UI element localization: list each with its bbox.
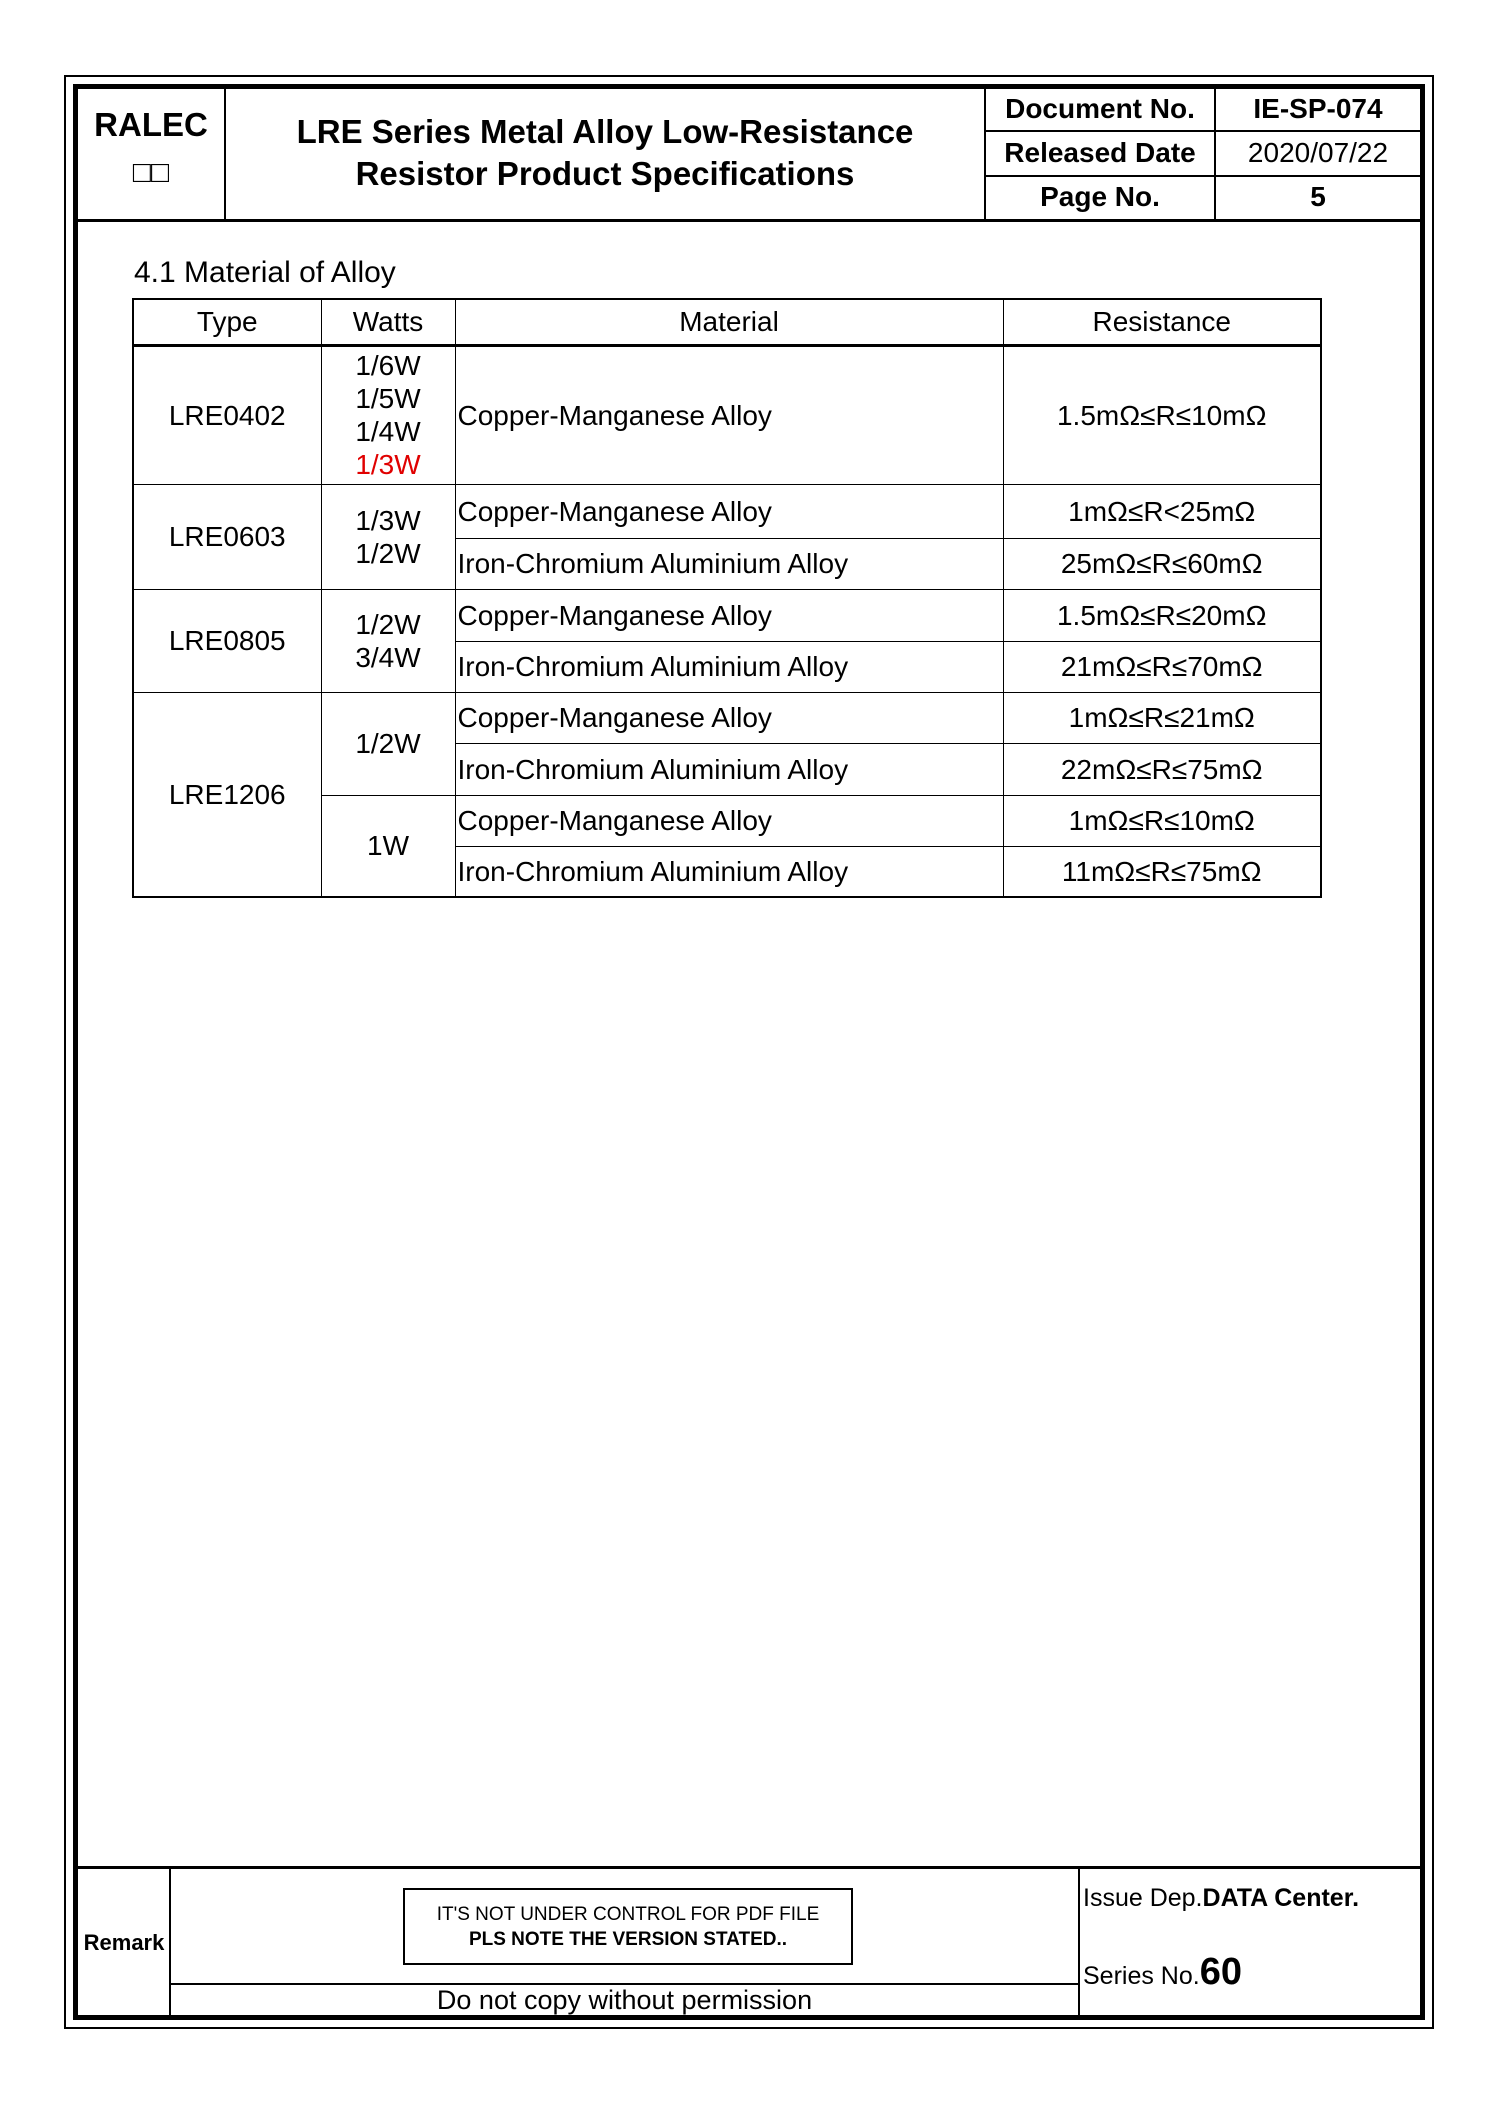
resistance-cell: 22mΩ≤R≤75mΩ: [1003, 743, 1321, 795]
table-row: [133, 345, 1321, 484]
resistance-cell: 11mΩ≤R≤75mΩ: [1003, 846, 1321, 897]
issue-dept-value: DATA Center.: [1202, 1884, 1360, 1912]
notice-line2: PLS NOTE THE VERSION STATED..: [468, 1928, 788, 1950]
col-header-material: Material: [455, 299, 1003, 345]
material-cell: Iron-Chromium Aluminium Alloy: [455, 641, 1003, 692]
watts-value: 1/2W: [355, 608, 421, 640]
material-cell: Iron-Chromium Aluminium Alloy: [455, 743, 1003, 795]
resistance-cell: 1.5mΩ≤R≤20mΩ: [1003, 589, 1321, 641]
col-header-type: Type: [133, 299, 321, 345]
material-cell: Copper-Manganese Alloy: [455, 795, 1003, 846]
watts-value: 1/6W: [355, 350, 421, 381]
copy-notice: Do not copy without permission: [436, 1985, 813, 2016]
company-logo: RALEC: [94, 105, 208, 143]
type-cell: LRE0603: [133, 484, 321, 589]
page-no-value: 5: [1310, 181, 1326, 213]
watts-value: 1/3W: [355, 504, 421, 536]
doc-title-line2: Resistor Product Specifications: [355, 154, 855, 192]
watts-cell: [321, 484, 455, 589]
watts-value: 1/2W: [355, 537, 421, 569]
notice-line1: IT'S NOT UNDER CONTROL FOR PDF FILE: [436, 1903, 820, 1925]
type-cell: LRE1206: [133, 692, 321, 897]
remark-label: Remark: [83, 1929, 165, 1955]
material-cell: Copper-Manganese Alloy: [455, 589, 1003, 641]
watts-value: 1/4W: [355, 416, 421, 447]
table-row: [133, 589, 1321, 641]
watts-cell: 1W: [321, 795, 455, 897]
material-cell: Iron-Chromium Aluminium Alloy: [455, 846, 1003, 897]
watts-value: 3/4W: [355, 641, 421, 673]
type-cell: LRE0402: [133, 345, 321, 484]
series-no: [1083, 1950, 1242, 1998]
material-cell: Copper-Manganese Alloy: [455, 692, 1003, 743]
issue-dept-label: Issue Dep.: [1083, 1884, 1203, 1912]
resistance-cell: 25mΩ≤R≤60mΩ: [1003, 538, 1321, 589]
doc-no-label: Document No.: [1005, 93, 1195, 125]
page-no-label: Page No.: [1040, 181, 1160, 213]
alloy-material-table: [132, 298, 1322, 898]
table-row: [133, 484, 1321, 538]
watts-value: 1/5W: [355, 383, 421, 414]
col-header-watts: Watts: [321, 299, 455, 345]
series-no-value: 60: [1199, 1951, 1242, 1993]
table-header-row: [133, 299, 1321, 345]
released-date-value: 2020/07/22: [1247, 136, 1389, 168]
watts-value-highlighted: 1/3W: [355, 449, 421, 480]
section-title: 4.1 Material of Alloy: [134, 256, 396, 289]
table-row: [133, 692, 1321, 743]
watts-cell: [321, 345, 455, 484]
material-cell: Copper-Manganese Alloy: [455, 484, 1003, 538]
pdf-notice-box: [403, 1888, 853, 1965]
issue-dept: [1083, 1883, 1359, 1913]
resistance-cell: 1mΩ≤R<25mΩ: [1003, 484, 1321, 538]
resistance-cell: 1mΩ≤R≤10mΩ: [1003, 795, 1321, 846]
watts-cell: [321, 589, 455, 692]
released-date-label: Released Date: [1004, 136, 1196, 168]
watts-cell: 1/2W: [321, 692, 455, 795]
col-header-resistance: Resistance: [1003, 299, 1321, 345]
doc-title-line1: LRE Series Metal Alloy Low-Resistance: [296, 112, 914, 150]
doc-no-value: IE-SP-074: [1253, 93, 1383, 125]
material-cell: Iron-Chromium Aluminium Alloy: [455, 538, 1003, 589]
resistance-cell: 1.5mΩ≤R≤10mΩ: [1003, 345, 1321, 484]
resistance-cell: 21mΩ≤R≤70mΩ: [1003, 641, 1321, 692]
series-no-label: Series No.: [1083, 1962, 1200, 1990]
company-logo-sub: □□: [132, 155, 170, 189]
type-cell: LRE0805: [133, 589, 321, 692]
resistance-cell: 1mΩ≤R≤21mΩ: [1003, 692, 1321, 743]
material-cell: Copper-Manganese Alloy: [455, 345, 1003, 484]
